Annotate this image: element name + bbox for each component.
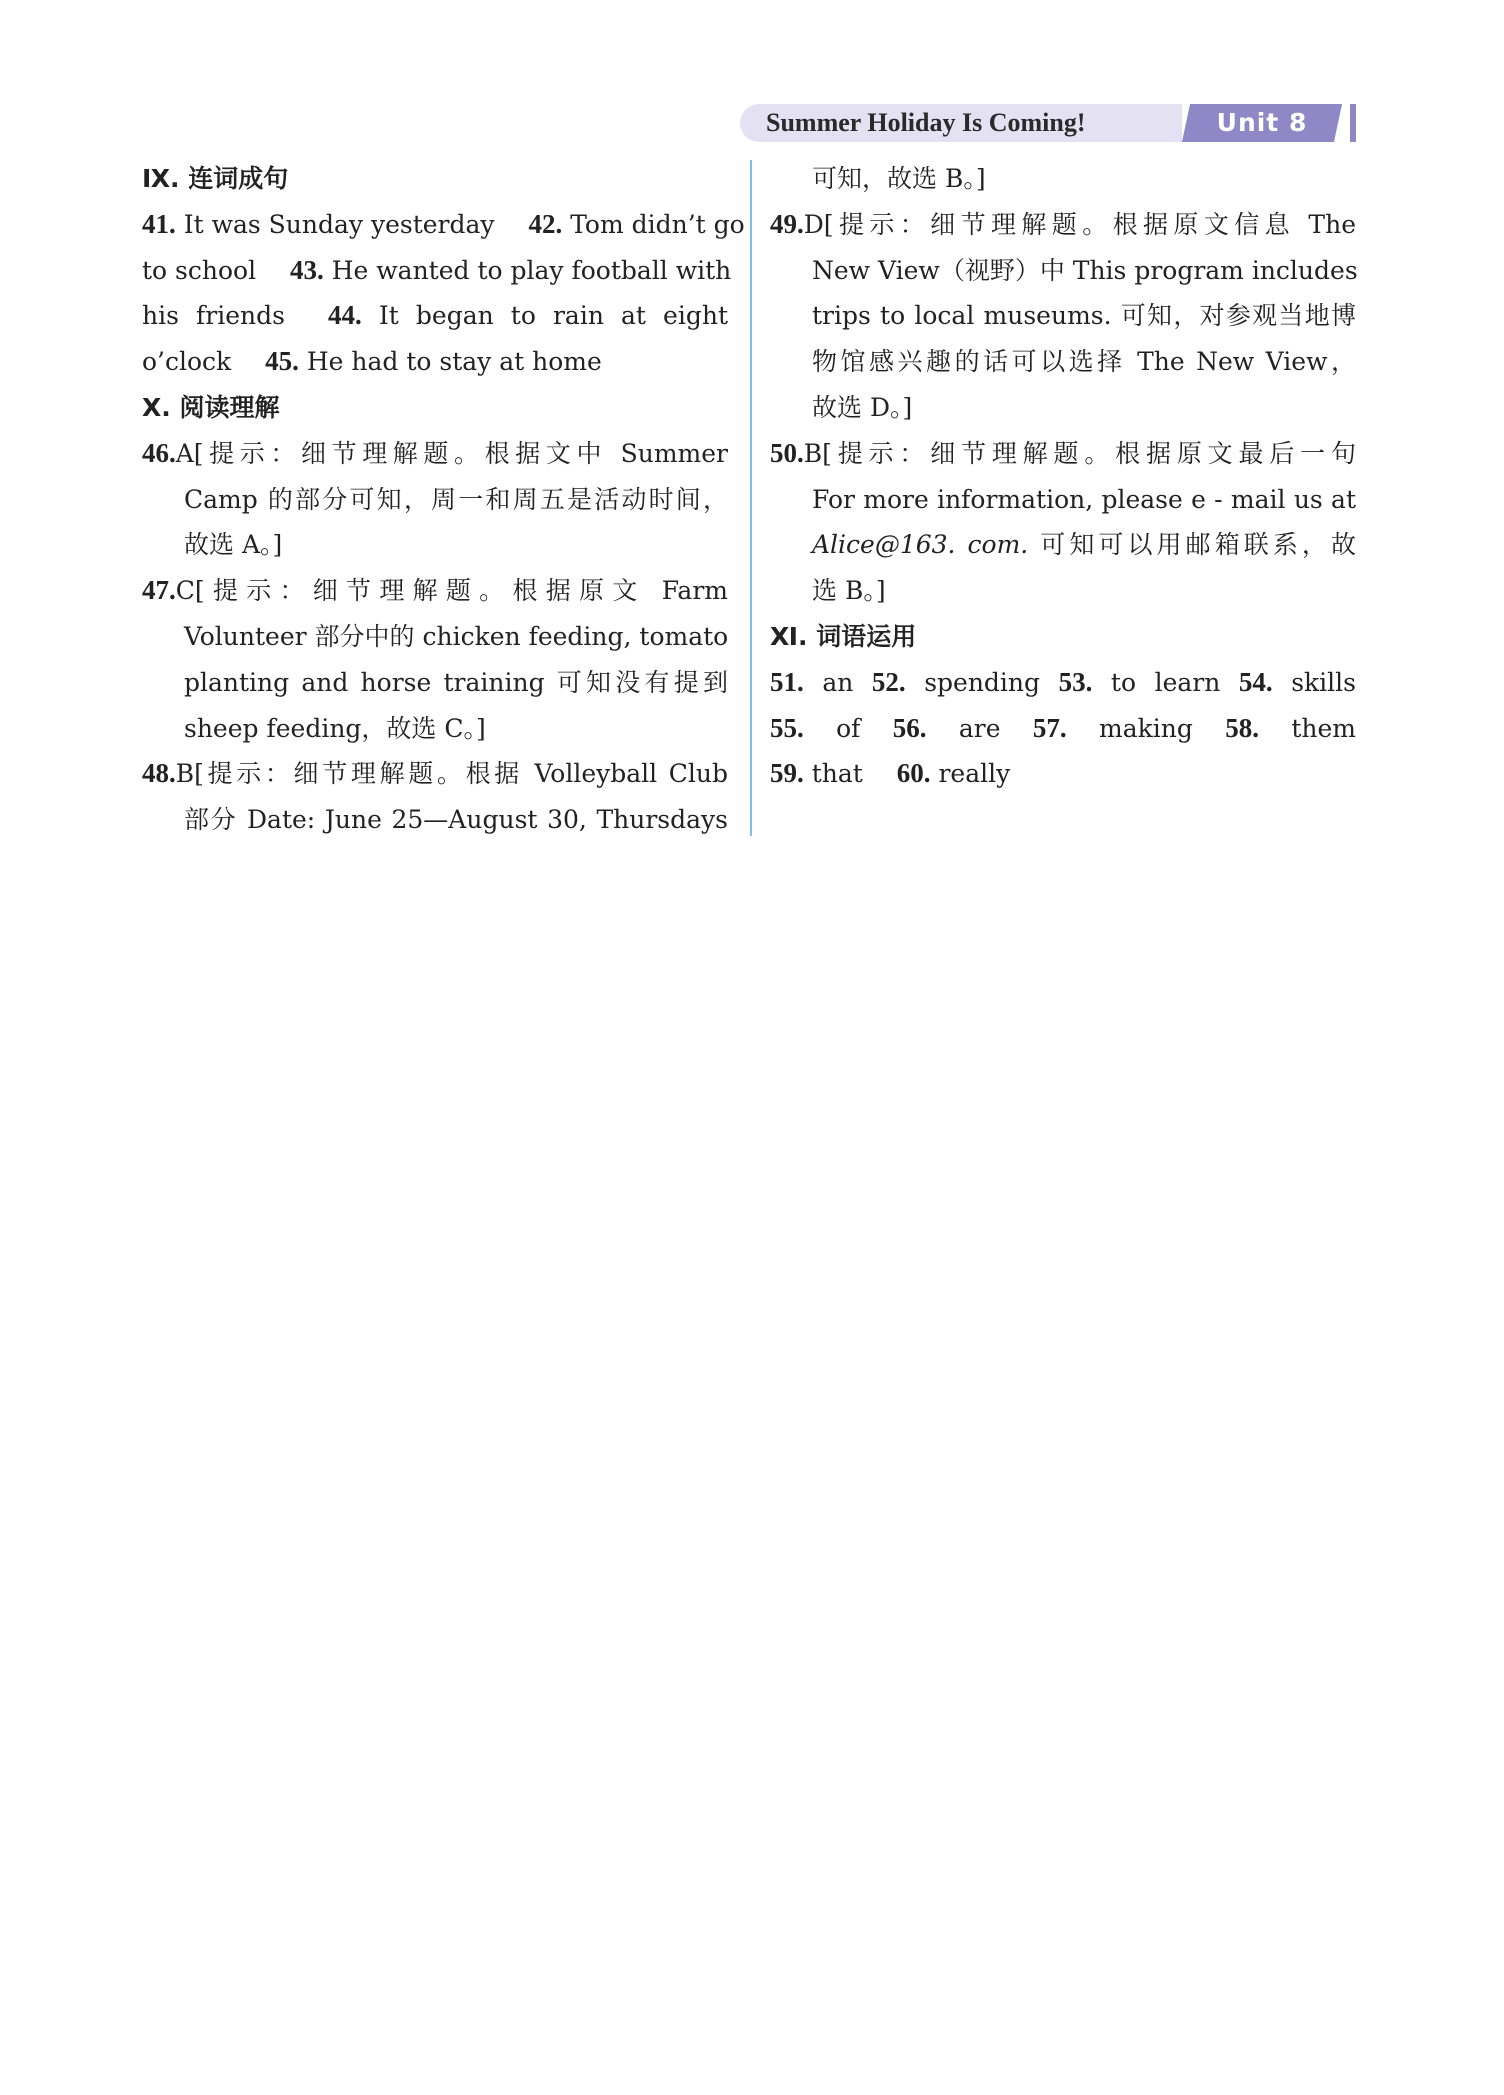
q49-number: 49.: [770, 208, 804, 239]
q41-number: 41.: [142, 208, 176, 239]
q50-line1: B[提示：细节理解题。根据原文最后一句: [803, 438, 1356, 468]
answer-line: [770, 202, 1356, 248]
q50-line4: 选 B。]: [812, 576, 886, 606]
q53-number: 53.: [1058, 666, 1093, 697]
q49-line3: trips to local museums. 可知，对参观当地博: [812, 301, 1356, 331]
q55-number: 55.: [770, 712, 804, 743]
q47-line1: C[提示：细节理解题。根据原文 Farm: [175, 576, 728, 606]
q60-answer: really: [938, 759, 1011, 789]
q43-number: 43.: [290, 254, 324, 285]
answer-line: [142, 339, 728, 385]
q55-answer: of: [836, 713, 861, 743]
q47-line3: planting and horse training 可知没有提到: [184, 667, 728, 697]
q49-line1: D[提示：细节理解题。根据原文信息 The: [803, 209, 1356, 239]
q43-answer-part2: his friends: [142, 301, 285, 331]
header-end-bar: [1350, 104, 1356, 142]
q48-line3: 可知，故选 B。]: [812, 164, 986, 193]
q47-line4: sheep feeding，故选 C。]: [184, 713, 486, 743]
q43-answer-part1: He wanted to play football with: [331, 255, 732, 285]
q44-number: 44.: [328, 300, 362, 331]
q51-answer: an: [822, 667, 854, 697]
q48-line2: 部分 Date: June 25—August 30, Thursdays: [184, 805, 728, 835]
q42-number: 42.: [528, 208, 563, 239]
section-10-title: Ⅹ. 阅读理解: [142, 392, 280, 422]
column-divider: [750, 160, 752, 836]
q41-answer: It was Sunday yesterday: [183, 209, 495, 239]
q44-answer-part1: It began to rain at eight: [378, 301, 728, 331]
answer-line: [770, 660, 1356, 706]
q50-number: 50.: [770, 437, 804, 468]
q58-answer: them: [1291, 713, 1357, 743]
answer-line: [770, 431, 1356, 477]
q46-number: 46.: [142, 437, 176, 468]
q56-answer: are: [958, 713, 1001, 743]
q42-answer-part2: to school: [142, 255, 257, 285]
q60-number: 60.: [896, 758, 931, 789]
q45-answer: He had to stay at home: [306, 347, 602, 377]
q56-number: 56.: [892, 712, 927, 743]
left-column: [142, 156, 745, 843]
q50-line3: 可知可以用邮箱联系，故: [1028, 530, 1356, 560]
answer-line: [770, 522, 1356, 568]
answer-line: [770, 751, 1356, 797]
q50-line2: For more information, please e - mail us at: [812, 484, 1356, 514]
q52-answer: spending: [924, 667, 1041, 697]
q44-answer-part2: o’clock: [142, 347, 232, 377]
q46-line1: A[提示：细节理解题。根据文中 Summer: [175, 438, 728, 468]
answer-line: [142, 202, 745, 248]
answer-line: [142, 248, 732, 294]
q49-line5: 故选 D。]: [812, 392, 913, 422]
q58-number: 58.: [1225, 712, 1259, 743]
unit-label: Unit 8: [1216, 108, 1308, 137]
q54-answer: skills: [1291, 667, 1356, 697]
answer-line: [770, 706, 1356, 752]
q49-line2: New View（视野）中 This program includes: [812, 255, 1358, 285]
q53-answer: to learn: [1110, 667, 1221, 697]
q48-number: 48.: [142, 758, 176, 789]
q57-answer: making: [1099, 713, 1193, 743]
q46-line2: Camp 的部分可知，周一和周五是活动时间，: [184, 484, 728, 514]
q49-line4: 物馆感兴趣的话可以选择 The New View，: [812, 347, 1356, 377]
answer-line: [142, 568, 728, 614]
section-9-title: Ⅸ. 连词成句: [142, 164, 289, 193]
section-11-title: Ⅺ. 词语运用: [770, 621, 917, 651]
q51-number: 51.: [770, 666, 804, 697]
answer-line: [142, 751, 728, 797]
q59-number: 59.: [770, 758, 804, 789]
q45-number: 45.: [265, 346, 299, 377]
q48-line1: B[提示：细节理解题。根据 Volleyball Club: [175, 759, 728, 789]
q47-number: 47.: [142, 575, 176, 606]
email-address: Alice@163. com.: [812, 530, 1029, 560]
q59-answer: that: [811, 759, 863, 789]
right-column: [770, 156, 1356, 797]
q52-number: 52.: [871, 666, 906, 697]
q54-number: 54.: [1238, 666, 1273, 697]
q46-line3: 故选 A。]: [184, 530, 283, 560]
running-title: Summer Holiday Is Coming!: [766, 108, 1086, 137]
answer-line: [142, 293, 728, 339]
q47-line2: Volunteer 部分中的 chicken feeding, tomato: [184, 621, 729, 651]
q57-number: 57.: [1032, 712, 1067, 743]
q42-answer-part1: Tom didn’t go: [570, 209, 745, 239]
answer-line: [142, 431, 728, 477]
